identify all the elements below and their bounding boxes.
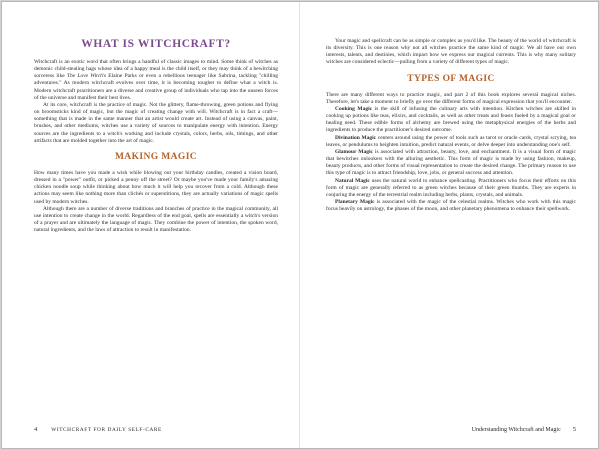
term-natural-magic: Natural Magic: [335, 177, 370, 184]
text-cooking-magic: is the skill of infusing the culinary arts with intention. Kitchen witches are skilled in cooking up potions like teas, elixirs, and cocktails, as well as other treats and feasts fueled by a magical goal or healing need. These edible forms of alchemy are brewed using the metaphysical energies of the herbs and ingredients to produce the practitioner's desired outcome.: [326, 105, 576, 134]
emphasis-is: is: [93, 101, 98, 108]
running-head-left: WITCHCRAFT FOR DAILY SELF-CARE: [51, 427, 162, 433]
term-divination-magic: Divination Magic: [335, 134, 377, 141]
term-glamour-magic: Glamour Magic: [335, 148, 373, 155]
chapter-heading: WHAT IS WITCHCRAFT?: [81, 38, 231, 50]
right-footer: [472, 426, 576, 433]
paragraph-natural-magic: [326, 178, 576, 199]
text-natural-magic: uses the natural world to enhance spellcasting. Practitioners who focus their efforts on this form of magic are generally referred to as green witches because of their green thumbs. They are experts in conjuring the energy of the terrestrial realm including herbs, plants, crystals, and animals.: [326, 177, 577, 198]
left-footer: [34, 426, 162, 433]
page-number-left: 4: [34, 426, 38, 433]
paragraph-intro-a: Witchcraft is an exotic word that often brings a handful of classic images to mind. Some think of witches as demonic child-stealing hags whose idea of a happy meal is the child itself, or they may think of a bewitching sorceress like: [34, 59, 278, 80]
book-spread: [1, 1, 599, 449]
text-divination-magic: centers around using the power of tools such as tarot or oracle cards, crystal scrying, tea leaves, or pendulums to heighten intuition, predict natural events, or delve deeper into understanding one's self.: [326, 134, 576, 148]
paragraph-spellcraft: Your magic and spellcraft can be as simple or complex as you'd like. The beauty of the world of witchcraft is its diversity. This is one reason why not all witches practice the same kind of magic. We all have our own interests, talents, and destinies, which impact how we express our magical currents. This is why many solitary witches are considered eclectic—pulling from a variety of different types of magic.: [326, 38, 576, 66]
term-cooking-magic: Cooking Magic: [335, 105, 373, 112]
paragraph-divination-magic: [326, 135, 576, 149]
paragraph-making-magic: How many times have you made a wish while blowing out your birthday candles, created a vision board, dressed in a "power" outfit, or picked a penny off the street? Or maybe you've made your family's amazing chicken noodle soup while thinking about how much it will help you recover from a cold. Although these actions may seem like nothing more than clichés or superstitions, they are actually variations of magic spells used by modern witches.: [34, 169, 278, 205]
paragraph-core: [34, 102, 278, 145]
right-page: [300, 2, 598, 448]
page-number-right: 5: [572, 426, 576, 433]
left-page: [2, 2, 300, 448]
paragraph-intro-b: 's Elaine Parks or even a rebellious teenager like Sabrina, tackling "chilling adventures." As modern witchcraft evolves over time, it is becoming tougher to define what a witch is. Modern witchcraft practitioners are a diverse and creative group of individuals who tap into the unseen forces of the universe and manifest their best lives.: [34, 73, 279, 101]
running-head-right: Understanding Witchcraft and Magic: [471, 427, 561, 433]
paragraph-types-intro: There are many different ways to practice magic, and part 2 of this book explores several magical niches. Therefore, let's take a moment to briefly go over the different forms of magical expression that you'll encounter.: [326, 91, 576, 105]
section-heading-types-of-magic: TYPES OF MAGIC: [407, 73, 495, 84]
text-glamour-magic: is associated with attraction, beauty, love, and enchantment. It is a visual form of magic that bewitches onlookers with the alluring aesthetic. This form of magic is made by using fashion, makeup, beauty products, and other forms of visual representation to create the desired change. The primary reason to use this type of magic is to attract friendship, love, jobs, or general success and attention.: [326, 148, 577, 177]
paragraph-core-b: the practice of magic. Not the glittery, flame-throwing, green potions and flying on broomsticks kind of magic, but the magic of creating change with will. Witchcraft is in fact a craft—something that is made in the same manner that an artist would create art. Instead of using a canvas, paint, brushes, and other mediums, witches use a variety of sources to manipulate energy with intention. Energy sources are the ingredients to a witch's working and include crystals, colors, herbs, oils, timings, and other artifacts that are molded together into the art of magic.: [34, 101, 279, 144]
paragraph-planetary-magic: [326, 199, 576, 213]
paragraph-cooking-magic: [326, 106, 576, 135]
right-column: [326, 38, 576, 213]
section-heading-making-magic: MAKING MAGIC: [114, 151, 198, 162]
paragraph-core-a: At its core, witchcraft: [43, 101, 94, 108]
paragraph-intro: [34, 59, 278, 102]
paragraph-traditions: Although there are a number of diverse traditions and branches of practice in the magical community, all use intention to create change in the world. Regardless of the end goal, spells are essentially a witch's version of a prayer and are ultimately the language of magic. They combine the power of intention, the spoken word, natural ingredients, and the laws of attraction to result in manifestation.: [34, 205, 278, 234]
paragraph-glamour-magic: [326, 149, 576, 178]
film-title: The Love Witch: [66, 73, 103, 80]
left-column: [34, 38, 278, 234]
term-planetary-magic: Planetary Magic: [335, 198, 375, 205]
text-planetary-magic: is associated with the magic of the celestial realms. Witches who work with this magic focus heavily on astrology, the phases of the moon, and other planetary phenomena to enhance their spellwork.: [326, 198, 576, 213]
